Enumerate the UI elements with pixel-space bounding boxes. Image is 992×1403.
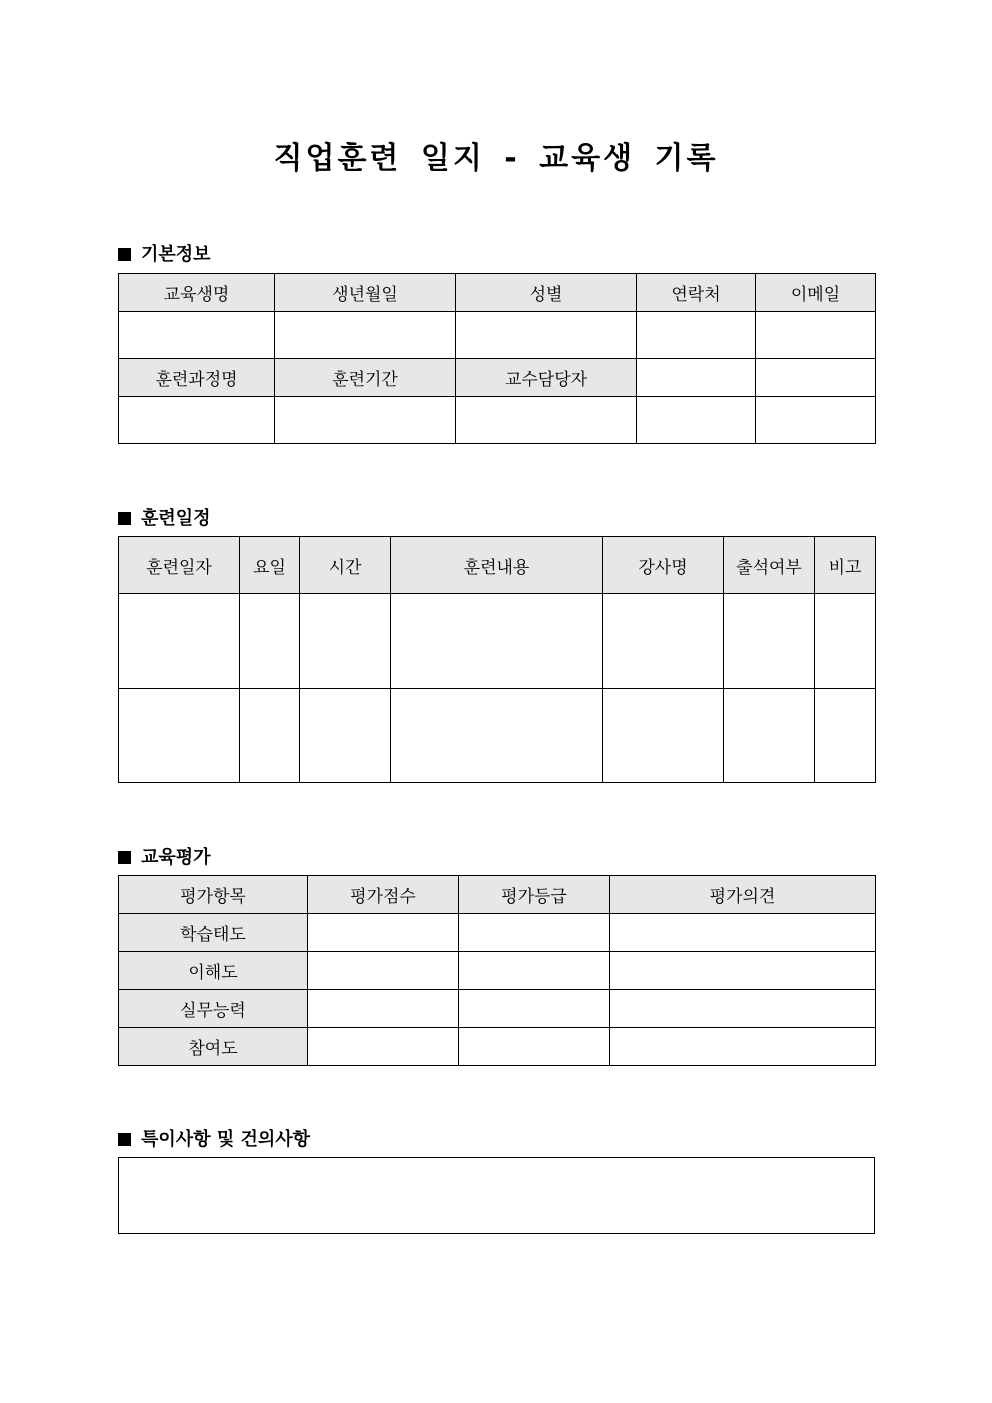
header-cell: 시간 xyxy=(300,537,391,594)
table-row xyxy=(119,397,876,444)
input-cell-training-period[interactable] xyxy=(275,397,456,444)
comment-cell[interactable] xyxy=(610,1028,876,1066)
input-cell-gender[interactable] xyxy=(456,312,637,359)
square-bullet-icon xyxy=(118,1133,131,1146)
score-cell[interactable] xyxy=(308,914,459,952)
square-bullet-icon xyxy=(118,512,131,525)
section-label: 기본정보 xyxy=(141,244,211,265)
input-cell-birthdate[interactable] xyxy=(275,312,456,359)
schedule-table xyxy=(118,536,876,783)
input-cell[interactable] xyxy=(603,689,724,783)
evaluation-table xyxy=(118,875,876,1066)
empty-cell[interactable] xyxy=(756,359,876,397)
input-cell[interactable] xyxy=(815,689,876,783)
empty-cell[interactable] xyxy=(756,397,876,444)
table-row xyxy=(119,594,876,689)
empty-cell[interactable] xyxy=(637,359,756,397)
page-title: 직업훈련 일지 - 교육생 기록 xyxy=(273,141,719,176)
table-row xyxy=(119,537,876,594)
input-cell[interactable] xyxy=(119,689,240,783)
score-cell[interactable] xyxy=(308,1028,459,1066)
input-cell[interactable] xyxy=(391,594,603,689)
header-cell: 생년월일 xyxy=(275,274,456,312)
input-cell[interactable] xyxy=(300,689,391,783)
header-cell: 요일 xyxy=(240,537,300,594)
section-heading-evaluation xyxy=(118,843,211,869)
basic-info-table xyxy=(118,273,876,444)
header-cell: 이메일 xyxy=(756,274,876,312)
table-row xyxy=(119,312,876,359)
input-cell-course-name[interactable] xyxy=(119,397,275,444)
table-row xyxy=(119,1028,876,1066)
section-heading-notes xyxy=(118,1125,310,1151)
table-row xyxy=(119,990,876,1028)
input-cell[interactable] xyxy=(603,594,724,689)
table-row xyxy=(119,274,876,312)
grade-cell[interactable] xyxy=(459,952,610,990)
input-cell[interactable] xyxy=(815,594,876,689)
header-cell: 평가항목 xyxy=(119,876,308,914)
input-cell-instructor[interactable] xyxy=(456,397,637,444)
input-cell-trainee-name[interactable] xyxy=(119,312,275,359)
comment-cell[interactable] xyxy=(610,952,876,990)
square-bullet-icon xyxy=(118,248,131,261)
grade-cell[interactable] xyxy=(459,990,610,1028)
empty-cell[interactable] xyxy=(637,397,756,444)
table-row xyxy=(119,952,876,990)
section-heading-schedule xyxy=(118,504,211,530)
table-row xyxy=(119,359,876,397)
header-cell: 훈련내용 xyxy=(391,537,603,594)
evaluation-item-label: 참여도 xyxy=(119,1028,308,1066)
header-cell: 평가의견 xyxy=(610,876,876,914)
table-row xyxy=(119,689,876,783)
input-cell[interactable] xyxy=(724,594,815,689)
input-cell[interactable] xyxy=(300,594,391,689)
score-cell[interactable] xyxy=(308,952,459,990)
comment-cell[interactable] xyxy=(610,914,876,952)
header-cell: 연락처 xyxy=(637,274,756,312)
score-cell[interactable] xyxy=(308,990,459,1028)
header-cell: 평가점수 xyxy=(308,876,459,914)
header-cell: 강사명 xyxy=(603,537,724,594)
header-cell: 훈련일자 xyxy=(119,537,240,594)
section-heading-basic-info xyxy=(118,240,211,266)
notes-textbox[interactable] xyxy=(118,1157,875,1234)
header-cell: 교수담당자 xyxy=(456,359,637,397)
input-cell[interactable] xyxy=(240,594,300,689)
header-cell: 교육생명 xyxy=(119,274,275,312)
input-cell[interactable] xyxy=(119,594,240,689)
section-label: 특이사항 및 건의사항 xyxy=(141,1129,311,1150)
evaluation-item-label: 이해도 xyxy=(119,952,308,990)
comment-cell[interactable] xyxy=(610,990,876,1028)
header-cell: 훈련기간 xyxy=(275,359,456,397)
evaluation-item-label: 학습태도 xyxy=(119,914,308,952)
header-cell: 평가등급 xyxy=(459,876,610,914)
header-cell: 출석여부 xyxy=(724,537,815,594)
input-cell[interactable] xyxy=(391,689,603,783)
table-row xyxy=(119,876,876,914)
section-label: 교육평가 xyxy=(141,847,211,868)
header-cell: 훈련과정명 xyxy=(119,359,275,397)
input-cell-email[interactable] xyxy=(756,312,876,359)
grade-cell[interactable] xyxy=(459,1028,610,1066)
section-label: 훈련일정 xyxy=(141,508,211,529)
square-bullet-icon xyxy=(118,851,131,864)
input-cell[interactable] xyxy=(240,689,300,783)
header-cell: 비고 xyxy=(815,537,876,594)
evaluation-item-label: 실무능력 xyxy=(119,990,308,1028)
table-row xyxy=(119,914,876,952)
header-cell: 성별 xyxy=(456,274,637,312)
input-cell-contact[interactable] xyxy=(637,312,756,359)
grade-cell[interactable] xyxy=(459,914,610,952)
input-cell[interactable] xyxy=(724,689,815,783)
